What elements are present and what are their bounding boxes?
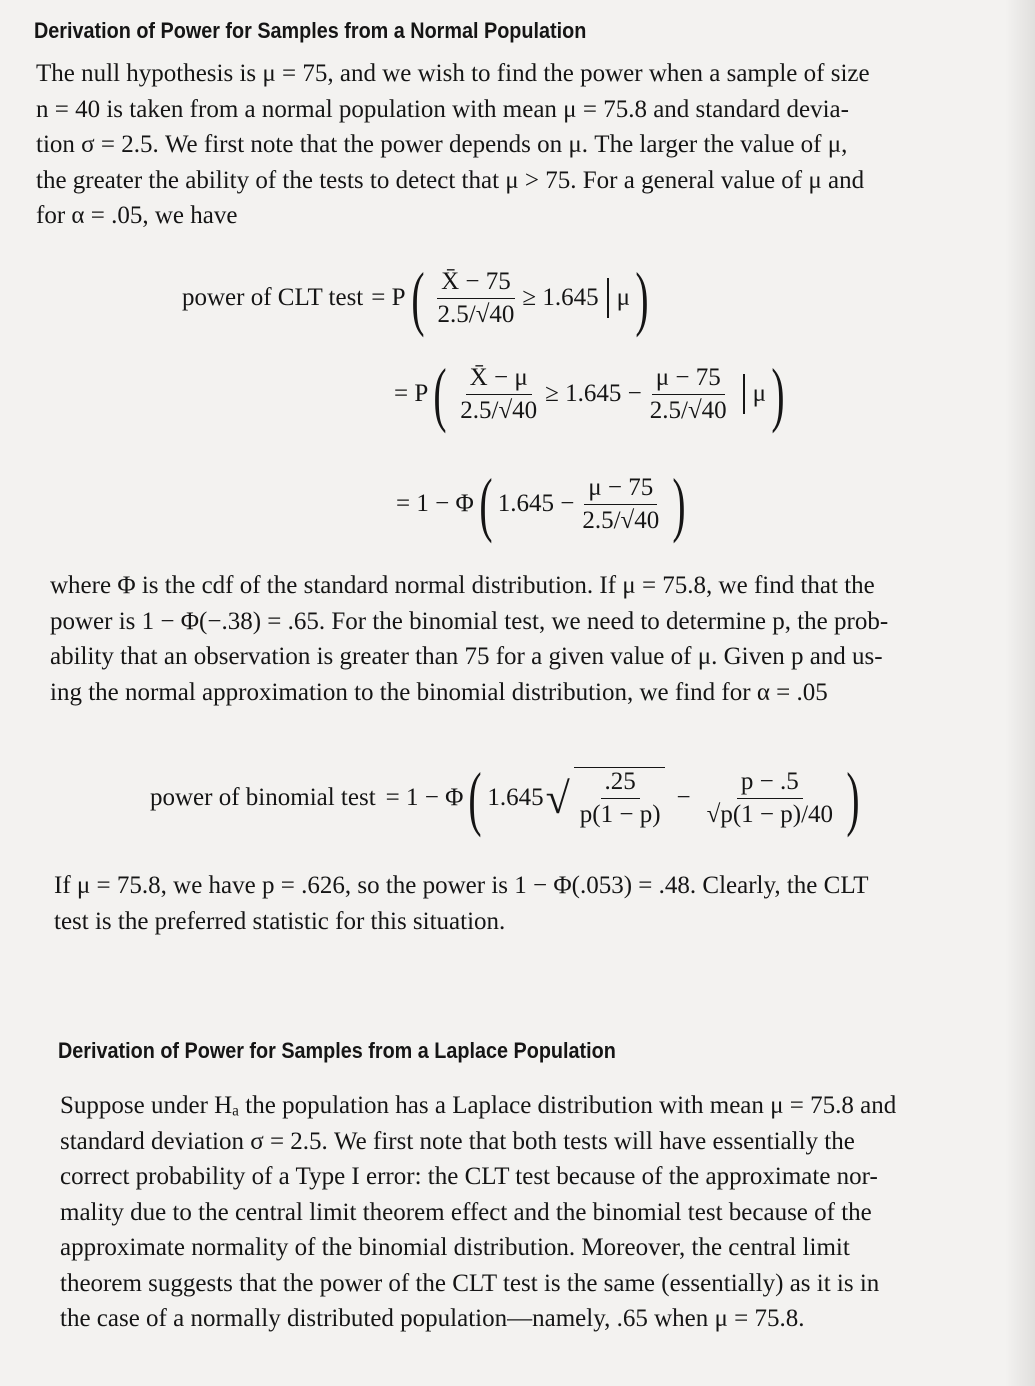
- denominator: 2.5/√40: [437, 300, 515, 328]
- left-paren-icon: (: [410, 258, 425, 338]
- text-line: mality due to the central limit theorem effect and the binomial test because of the: [60, 1198, 872, 1226]
- section-heading-laplace: Derivation of Power for Samples from a Laplace Population: [58, 1038, 616, 1063]
- eq-constant: 1.645 −: [497, 490, 575, 517]
- equation-binomial-power: [150, 758, 865, 838]
- text-line: theorem suggests that the power of the CLT test is the same (essentially) as it is in: [60, 1269, 880, 1297]
- text-line: correct probability of a Type I error: the CLT test because of the approximate nor-: [60, 1163, 878, 1190]
- equation-clt-power: [182, 258, 654, 338]
- laplace-paragraph: [60, 1088, 995, 1337]
- given-mu: μ: [616, 284, 631, 311]
- inequality: ≥ 1.645 −: [545, 380, 642, 407]
- left-paren-icon: (: [433, 354, 447, 434]
- numerator: X̄ − μ: [466, 364, 532, 395]
- eq-label: power of CLT test: [182, 284, 364, 311]
- right-paren-icon: ): [771, 354, 785, 434]
- intro-paragraph: [36, 56, 966, 234]
- text-line: power is 1 − Φ(−.38) = .65. For the binomial test, we need to determine p, the prob-: [50, 607, 889, 635]
- numerator: μ − 75: [652, 364, 725, 395]
- denominator: p(1 − p): [579, 801, 661, 828]
- fraction: [646, 364, 731, 425]
- fraction: [434, 268, 519, 329]
- fraction: [574, 767, 665, 829]
- denominator: 2.5/√40: [582, 506, 660, 534]
- text-line: test is the preferred statistic for this situation.: [54, 907, 506, 935]
- conclusion-paragraph: [54, 868, 984, 939]
- left-paren-icon: (: [468, 758, 482, 838]
- equation-cdf-form: [396, 464, 691, 544]
- inequality: ≥ 1.645: [522, 284, 599, 311]
- denominator: 2.5/√40: [460, 396, 538, 424]
- right-paren-icon: ): [635, 258, 649, 338]
- fraction: [703, 768, 837, 829]
- numerator: μ − 75: [584, 474, 657, 505]
- numerator: .25: [601, 768, 640, 799]
- conditional-bar: [743, 374, 745, 414]
- left-paren-icon: (: [479, 464, 493, 544]
- eq-prob-operator: = P: [371, 284, 406, 311]
- text-line: The null hypothesis is μ = 75, and we wish to find the power when a sample of size: [36, 60, 870, 87]
- eq-prob-operator: = P: [394, 380, 429, 407]
- eq-label: power of binomial test: [150, 784, 376, 811]
- denominator: 2.5/√40: [649, 396, 727, 424]
- text-line: If μ = 75.8, we have p = .626, so the power is 1 − Φ(.053) = .48. Clearly, the CLT: [54, 872, 869, 899]
- right-paren-icon: ): [672, 464, 686, 544]
- text-line: ability that an observation is greater than 75 for a given value of μ. Given p and us-: [50, 643, 883, 670]
- text-line: approximate normality of the binomial distribution. Moreover, the central limit: [60, 1234, 850, 1261]
- eq-cdf-prefix: = 1 − Φ: [396, 490, 474, 517]
- text-line: the greater the ability of the tests to detect that μ > 75. For a general value of μ and: [36, 166, 865, 194]
- page-edge-shadow: [1005, 0, 1035, 1386]
- denominator: √p(1 − p)/40: [706, 800, 834, 828]
- equation-standardized: [394, 354, 790, 434]
- text-line: where Φ is the cdf of the standard normal distribution. If μ = 75.8, we find that the: [50, 572, 875, 599]
- given-mu: μ: [752, 380, 767, 407]
- numerator: p − .5: [737, 768, 803, 799]
- eq-constant: 1.645: [487, 784, 544, 811]
- conditional-bar: [607, 278, 609, 318]
- right-paren-icon: ): [846, 758, 860, 838]
- minus-sign: −: [676, 784, 691, 811]
- text-line: the case of a normally distributed population—namely, .65 when μ = 75.8.: [60, 1305, 805, 1332]
- text-line: ing the normal approximation to the binomial distribution, we find for α = .05: [50, 678, 828, 706]
- section-heading-normal: Derivation of Power for Samples from a Normal Population: [34, 18, 587, 43]
- text-line: n = 40 is taken from a normal population with mean μ = 75.8 and standard devia-: [36, 95, 849, 123]
- numerator: X̄ − 75: [437, 268, 515, 299]
- fraction: [456, 364, 541, 425]
- sqrt-icon: √: [545, 773, 570, 823]
- text-line: Suppose under Hₐ the population has a Laplace distribution with mean μ = 75.8 and: [60, 1092, 897, 1119]
- fraction: [578, 474, 663, 535]
- text-line: standard deviation σ = 2.5. We first note that both tests will have essentially the: [60, 1127, 855, 1155]
- middle-paragraph: [50, 568, 980, 710]
- text-line: tion σ = 2.5. We first note that the power depends on μ. The larger the value of μ,: [36, 131, 848, 158]
- text-line: for α = .05, we have: [36, 202, 238, 229]
- eq-cdf-prefix: = 1 − Φ: [385, 784, 464, 811]
